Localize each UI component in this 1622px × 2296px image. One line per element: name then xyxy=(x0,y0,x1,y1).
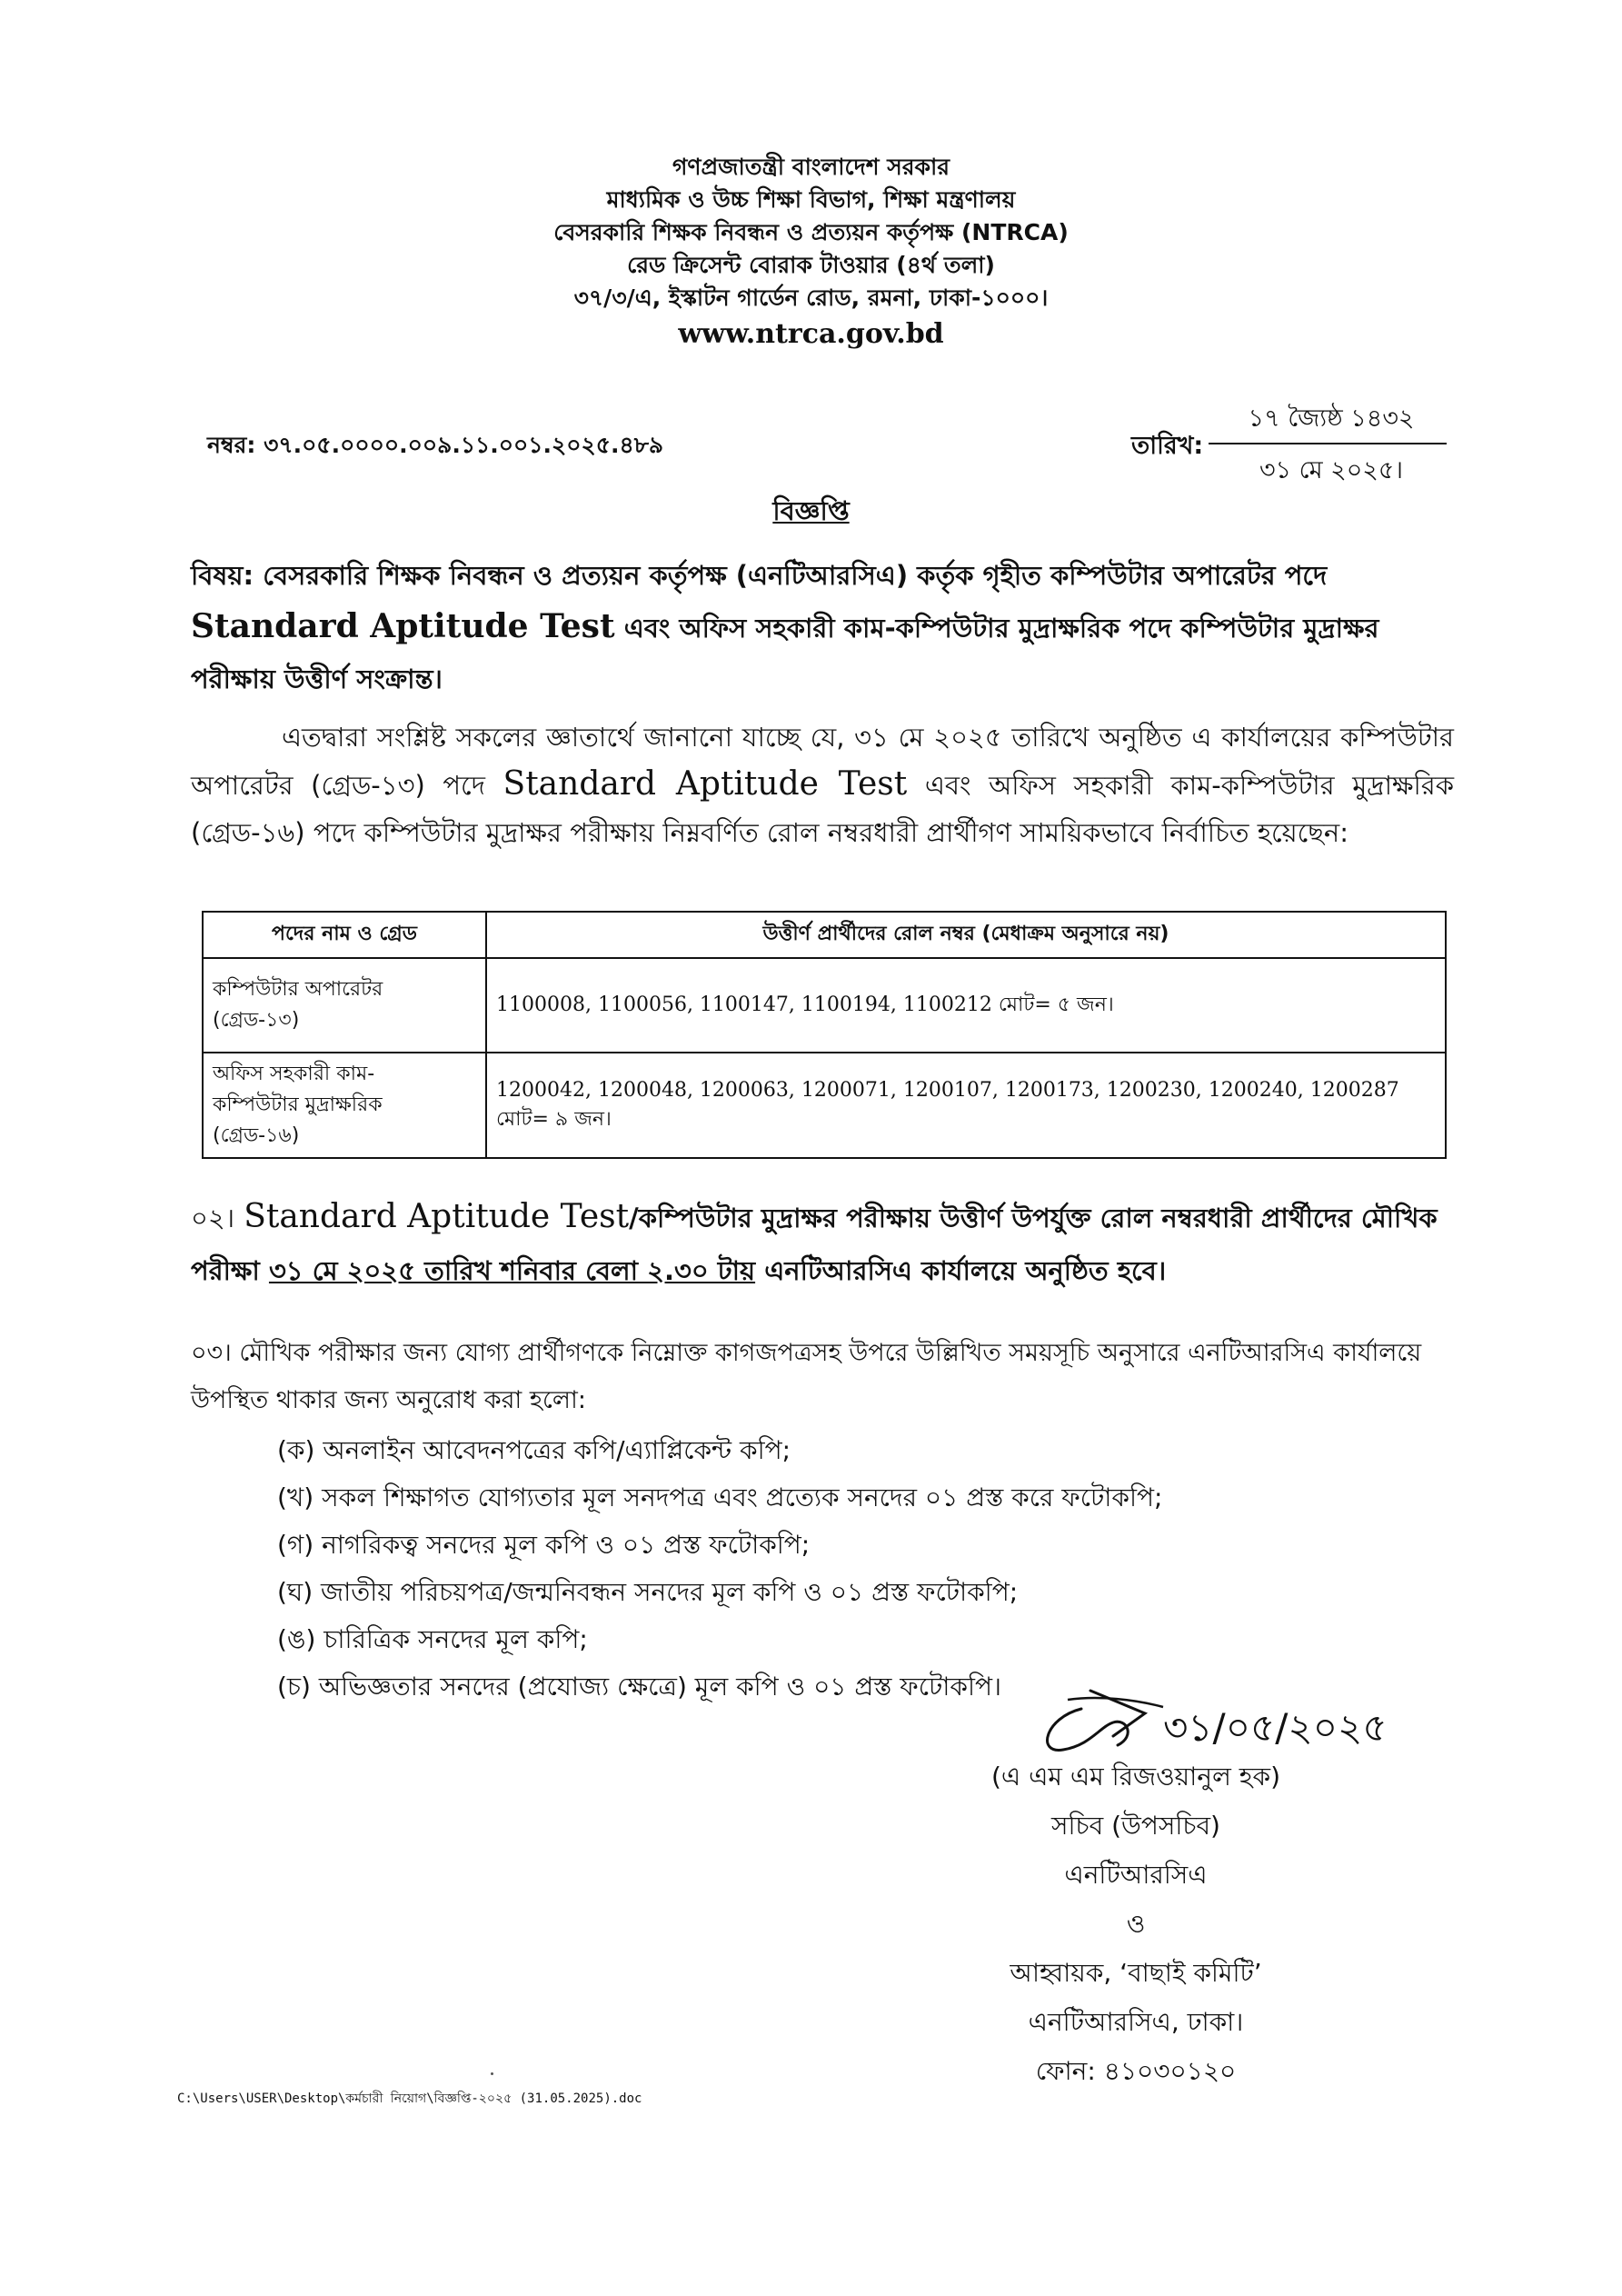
paragraph-03-text: মৌখিক পরীক্ষার জন্য যোগ্য প্রার্থীগণকে নিম্নোক্ত কাগজপত্রসহ উপরে উল্লিখিত সময়সূচি অনুসারে এনটিআরসিএ কার্যালয়ে উপস্থিত থাকার জন্য অনুরোধ করা হলো: xyxy=(191,1339,1422,1414)
post-name-cont: কম্পিউটার মুদ্রাক্ষরিক xyxy=(213,1093,383,1116)
required-documents-list xyxy=(277,1427,1458,1711)
signer-block xyxy=(909,1752,1363,2096)
intro-latin: Standard Aptitude Test xyxy=(503,765,908,803)
memo-number: নম্বর: ৩৭.০৫.০০০০.০০৯.১১.০০১.২০২৫.৪৮৯ xyxy=(207,432,664,458)
intro-paragraph xyxy=(191,714,1454,856)
post-name: কম্পিউটার অপারেটর xyxy=(213,978,383,1001)
subject xyxy=(191,550,1454,704)
signer-name: (এ এম এম রিজওয়ানুল হক) xyxy=(990,1762,1280,1792)
list-item: (ঙ) চারিত্রিক সনদের মূল কপি; xyxy=(277,1624,588,1654)
header-address: ৩৭/৩/এ, ইস্কাটন গার্ডেন রোড, রমনা, ঢাকা-১০০০। xyxy=(573,285,1049,311)
header-authority: বেসরকারি শিক্ষক নিবন্ধন ও প্রত্যয়ন কর্তৃপক্ষ (NTRCA) xyxy=(553,219,1069,245)
date-english: ৩১ মে ২০২৫। xyxy=(1259,456,1404,484)
list-item: (গ) নাগরিকত্ব সনদের মূল কপি ও ০১ প্রস্ত ফটোকপি; xyxy=(277,1530,811,1560)
rolls-cell: 1200042, 1200048, 1200063, 1200071, 1200107, 1200173, 1200230, 1200240, 1200287 মোট= ৯ জন। xyxy=(486,1053,1446,1158)
file-path-footer: C:\Users\USER\Desktop\কর্মচারী নিয়োগ\বিজ্ঞপ্তি-২০২৫ (31.05.2025).doc xyxy=(177,2091,642,2106)
paragraph-02-latin: Standard Aptitude Test xyxy=(244,1198,630,1235)
signer-phone: ফোন: ৪১০৩০১২০ xyxy=(1035,2056,1237,2086)
subject-label: বিষয়: xyxy=(191,560,254,591)
subject-latin: Standard Aptitude Test xyxy=(191,607,615,645)
column-header-post: পদের নাম ও গ্রেড xyxy=(203,912,486,958)
date-label: তারিখ: xyxy=(1131,432,1204,460)
rolls-cell: 1100008, 1100056, 1100147, 1100194, 1100212 মোট= ৫ জন। xyxy=(486,958,1446,1053)
post-name: অফিস সহকারী কাম- xyxy=(213,1063,375,1085)
results-table xyxy=(202,911,1447,1159)
signature-date: ৩১/০৫/২০২৫ xyxy=(1163,1705,1388,1750)
letterhead xyxy=(0,151,1622,354)
paragraph-03 xyxy=(191,1330,1454,1424)
header-building: রেড ক্রিসেন্ট বোরাক টাওয়ার (৪র্থ তলা) xyxy=(627,252,995,278)
list-item: (ক) অনলাইন আবেদনপত্রের কপি/এ্যাপ্লিকেন্ট কপি; xyxy=(277,1435,791,1465)
subject-text-1: বেসরকারি শিক্ষক নিবন্ধন ও প্রত্যয়ন কর্তৃপক্ষ (এনটিআরসিএ) কর্তৃক গৃহীত কম্পিউটার অপারেটর পদে xyxy=(263,560,1328,591)
signer-role: আহ্বায়ক, ‘বাছাই কমিটি’ xyxy=(1010,1958,1262,1988)
post-grade: (গ্রেড-১৬) xyxy=(213,1124,300,1147)
signer-org-city: এনটিআরসিএ, ঢাকা। xyxy=(1028,2007,1244,2037)
table-header-row xyxy=(203,912,1446,958)
intro-text-2: এবং অফিস সহকারী কাম-কম্পিউটার মুদ্রাক্ষরিক (গ্রেড-১৬) পদে কম্পিউটার মুদ্রাক্ষর পরীক্ষায় নিম্নবর্ণিত রোল নম্বরধারী প্রার্থীগণ সাময়িকভাবে নির্বাচিত হয়েছেন: xyxy=(191,770,1455,848)
date-bangla: ১৭ জ্যৈষ্ঠ ১৪৩২ xyxy=(1248,404,1415,433)
paragraph-02-number: ০২। xyxy=(191,1203,235,1233)
list-item: (চ) অভিজ্ঞতার সনদের (প্রযোজ্য ক্ষেত্রে) মূল কপি ও ০১ প্রস্ত ফটোকপি। xyxy=(277,1672,1002,1702)
paragraph-02-text-1: /কম্পিউটার মুদ্রাক্ষর পরীক্ষায় উত্তীর্ণ উপর্যুক্ত রোল নম্বরধারী প্রার্থীদের মৌখিক পরীক্ষা xyxy=(191,1203,1438,1286)
interview-schedule: ৩১ মে ২০২৫ তারিখ শনিবার বেলা ২.৩০ টায় xyxy=(268,1255,756,1286)
table-row xyxy=(203,958,1446,1053)
signer-designation: সচিব (উপসচিব) xyxy=(1051,1811,1220,1841)
post-cell xyxy=(203,958,486,1053)
header-government: গণপ্রজাতন্ত্রী বাংলাদেশ সরকার xyxy=(672,154,950,180)
subject-text-2: এবং অফিস সহকারী কাম-কম্পিউটার মুদ্রাক্ষরিক পদে কম্পিউটার মুদ্রাক্ষর পরীক্ষায় উত্তীর্ণ সংক্রান্ত। xyxy=(191,613,1379,694)
post-cell xyxy=(203,1053,486,1158)
list-item: (খ) সকল শিক্ষাগত যোগ্যতার মূল সনদপত্র এবং প্রত্যেক সনদের ০১ প্রস্ত করে ফটোকপি; xyxy=(277,1482,1163,1512)
paragraph-03-number: ০৩। xyxy=(191,1339,232,1367)
signer-and: ও xyxy=(1126,1909,1146,1939)
table-row xyxy=(203,1053,1446,1158)
paragraph-02-text-2: এনটিআরসিএ কার্যালয়ে অনুষ্ঠিত হবে। xyxy=(764,1255,1167,1286)
post-grade: (গ্রেড-১৩) xyxy=(213,1009,300,1032)
signer-org: এনটিআরসিএ xyxy=(1064,1860,1208,1890)
notice-title: বিজ্ঞপ্তি xyxy=(772,495,850,526)
date-divider xyxy=(1209,443,1447,444)
paragraph-02 xyxy=(191,1191,1454,1297)
header-division: মাধ্যমিক ও উচ্চ শিক্ষা বিভাগ, শিক্ষা মন্ত্রণালয় xyxy=(606,186,1016,213)
intro-text-1: এতদ্বারা সংশ্লিষ্ট সকলের জ্ঞাতার্থে জানানো যাচ্ছে যে, ৩১ মে ২০২৫ তারিখে অনুষ্ঠিত এ কার্যালয়ের কম্পিউটার অপারেটর (গ্রেড-১৩) পদে xyxy=(191,722,1454,801)
header-website: www.ntrca.gov.bd xyxy=(678,318,944,350)
list-item: (ঘ) জাতীয় পরিচয়পত্র/জন্মনিবন্ধন সনদের মূল কপি ও ০১ প্রস্ত ফটোকপি; xyxy=(277,1577,1019,1607)
column-header-rolls: উত্তীর্ণ প্রার্থীদের রোল নম্বর (মেধাক্রম অনুসারে নয়) xyxy=(486,912,1446,958)
stray-dot xyxy=(491,2072,493,2075)
